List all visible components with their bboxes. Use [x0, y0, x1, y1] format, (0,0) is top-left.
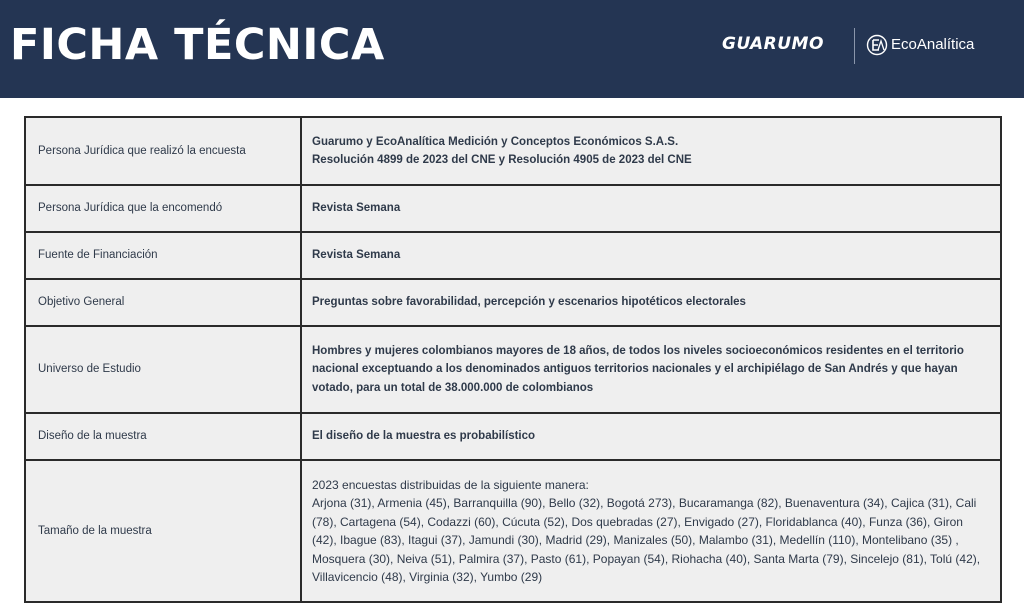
table-row	[25, 279, 1001, 326]
logo-divider	[854, 28, 855, 64]
row-value: El diseño de la muestra es probabilístico	[301, 413, 1001, 460]
table-row	[25, 460, 1001, 602]
row-value: Hombres y mujeres colombianos mayores de 18 años, de todos los niveles socioeconómicos residentes en el territorio nacional exceptuando a los denominados antiguos territorios nacionales y el archipiélago de San Andrés y que hayan votado, para un total de 38.000.000 de colombianos	[301, 326, 1001, 413]
table-row	[25, 413, 1001, 460]
row-label: Persona Jurídica que realizó la encuesta	[25, 117, 301, 185]
table-row	[25, 326, 1001, 413]
row-value: Revista Semana	[301, 232, 1001, 279]
sample-city-list: Arjona (31), Armenia (45), Barranquilla (90), Bello (32), Bogotá 273), Bucaramanga (82), Buenaventura (34), Cajica (31), Cali (78), Cartagena (54), Codazzi (60), Cúcuta (52), Dos quebradas (27), Envigado (27), Floridablanca (40), Funza (36), Giron (42), Ibague (83), Itagui (37), Jamundi (30), Madrid (29), Manizales (50), Malambo (31), Medellín (110), Montelibano (35) , Mosquera (30), Neiva (51), Palmira (37), Pasto (61), Popayan (54), Riohacha (40), Santa Marta (79), Sincelejo (81), Tolú (42), Villavicencio (48), Virginia (32), Yumbo (29)	[312, 496, 981, 584]
sample-intro: 2023 encuestas distribuidas de la siguiente manera:	[312, 477, 589, 492]
technical-sheet-table	[24, 116, 1002, 603]
guarumo-logo: GUARUMO	[722, 34, 824, 54]
header-banner	[0, 0, 1024, 98]
value-line: Resolución 4899 de 2023 del CNE y Resolución 4905 de 2023 del CNE	[312, 154, 692, 166]
page-title: FICHA TÉCNICA	[10, 20, 385, 70]
value-line: Guarumo y EcoAnalítica Medición y Conceptos Económicos S.A.S.	[312, 135, 679, 148]
table-row	[25, 185, 1001, 232]
row-value: Revista Semana	[301, 185, 1001, 232]
ecoanalitica-logo-icon	[866, 34, 888, 56]
ecoanalitica-logo-text: EcoAnalítica	[891, 36, 975, 53]
row-label: Tamaño de la muestra	[25, 460, 301, 602]
row-label: Persona Jurídica que la encomendó	[25, 185, 301, 232]
table-row	[25, 232, 1001, 279]
row-label: Universo de Estudio	[25, 326, 301, 413]
ecoanalitica-logo	[866, 31, 974, 59]
table-row	[25, 117, 1001, 185]
row-value	[301, 460, 1001, 602]
row-label: Diseño de la muestra	[25, 413, 301, 460]
row-value	[301, 117, 1001, 185]
row-value: Preguntas sobre favorabilidad, percepción y escenarios hipotéticos electorales	[301, 279, 1001, 326]
row-label: Fuente de Financiación	[25, 232, 301, 279]
row-label: Objetivo General	[25, 279, 301, 326]
